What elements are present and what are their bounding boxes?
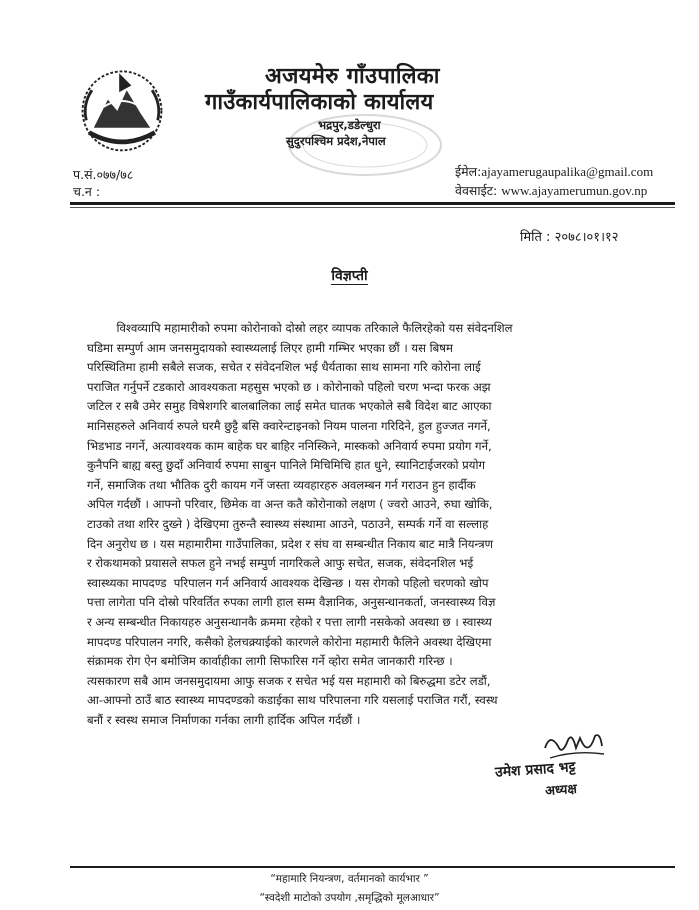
notice-heading [0, 266, 699, 285]
email-link[interactable]: ajayamerugaupalika@gmail.com [481, 164, 654, 179]
office-name: गाउँकार्यपालिकाको कार्यालय [205, 90, 434, 115]
body-line: पराजित गर्नुपर्ने टडकारो आवश्यकता महसुस भएको छ । कोरोनाको पहिलो चरण भन्दा फरक अझ [87, 379, 491, 394]
body-line: मानिसहरुले अनिवार्य रुपले घरमै छुट्टै बसि क्वारेन्टाइनको नियम पालना गरिदिने, हुल हुज्जत नगर्ने, [87, 418, 491, 433]
email-label: ईमेल: [455, 164, 482, 179]
footer-slogan-1: “महामारि नियन्त्रण, वर्तमानको कार्यभार ” [270, 873, 429, 885]
notice-heading-text: विज्ञप्ती [331, 268, 368, 284]
date-value: २०७८।०१।१२ [554, 230, 619, 245]
body-line: विश्वव्यापि महामारीको रुपमा कोरोनाको दोस्रो लहर व्यापक तरिकाले फैलिरहेको यस संवेदनशिल [87, 321, 513, 335]
body-line: दिन अनुरोध छ । यस महामारीमा गाउँपालिका, प्रदेश र संघ वा सम्बन्धीत निकाय बाट मात्रै नियन्त्रण [87, 536, 494, 551]
website-label: वेवसाईट: [455, 183, 498, 198]
body-line: टाउको तथा शरिर दुख्ने ) देखिएमा तुरुन्तै स्वास्थ्य संस्थामा आउने, पठाउने, सम्पर्क गर्ने वा सल्लाह [87, 516, 489, 531]
body-line: मापदण्ड परिपालन नगरि, कसैको हेलचक्र्याईको कारणले कोरोना महामारी फैलिने अवस्था देखिएमा [87, 634, 492, 649]
website-line [455, 182, 647, 199]
date-label: मिति : [520, 230, 555, 245]
ref-label: प.सं. [73, 167, 97, 182]
body-line: परिस्थितिमा हामी सबैले सजक, सचेत र संवेदनशिल भई धैर्यताका साथ सामना गरि कोरोना लाई [87, 360, 481, 375]
body-line: पत्ता लागेता पनि दोस्रो परिवर्तित रुपका लागी हाल सम्म वैज्ञानिक, अनुसन्धानकर्ता, जनस्वास्थ्य विज्ञ [87, 595, 496, 610]
body-line: अपिल गर्दछौं । आफ्नो परिवार, छिमेक वा अन्त कतै कोरोनाको लक्षण ( ज्वरो आउने, रुघा खोकि, [87, 497, 493, 512]
body-line: भिडभाड नगर्ने, अत्यावश्यक काम बाहेक घर बाहिर ननिस्किने, मास्कको अनिवार्य रुपमा प्रयोग गर्ने, [87, 438, 492, 453]
footer-slogan-2: “स्वदेशी माटोको उपयोग ,समृद्धिको मूलआधार” [259, 892, 440, 904]
signer-title: अध्यक्ष [544, 781, 578, 800]
ref-value: ०७७/७८ [96, 167, 134, 182]
header-divider [70, 202, 675, 205]
body-line: संक्रामक रोग ऐन बमोजिम कार्वाहीका लागी सिफारिस गर्ने व्होरा समेत जानकारी गरिन्छ । [87, 654, 453, 669]
body-line: र अन्य सम्बन्धीत निकायहरु अनुसन्धानकै क्रममा रहेको र पत्ता लागी नसकेको अवस्था छ । स्वास्थ्य [87, 614, 492, 629]
date-line [520, 227, 619, 245]
body-line: र रोकथामको प्रयासले सफल हुने नभई सम्पुर्ण नागरिकले आफु सचेत, सजक, संवेदनशिल भई [87, 556, 474, 571]
footer-divider [70, 866, 675, 868]
body-line: स्वास्थ्यका मापदण्ड परिपालन गर्न अनिवार्य आवश्यक देखिन्छ । यस रोगको पहिलो चरणको खोप [87, 575, 489, 590]
header-divider-thin [70, 207, 675, 208]
dispatch-number: च.न : [73, 184, 101, 199]
body-line: आ-आफ्नो ठाउँ बाठ स्वास्थ्य मापदण्डको कडाईका साथ परिपालना गरि यसलाई पराजित गरौं, स्वस्थ [87, 693, 498, 708]
website-link[interactable]: www.ajayamerumun.gov.np [501, 183, 648, 198]
body-line: कुनैपनि बाह्य बस्तु छुदाँ अनिवार्य रुपमा साबुन पानिले मिचिमिचि हात धुने, स्यानिटाईजरको प्रयोग [87, 458, 485, 473]
address-line2: सुदुरपश्चिम प्रदेश,नेपाल [286, 134, 386, 148]
notice-body [87, 319, 660, 730]
address-line1: भद्रपुर,डडेल्धुरा [318, 118, 381, 132]
body-line: त्यसकारण सबै आम जनसमुदायमा आफु सजक र सचेत भई यस महामारी को बिरुद्धमा डटेर लडौं, [87, 673, 491, 688]
nepal-emblem-logo-icon [75, 62, 169, 156]
reference-number [73, 166, 133, 183]
org-name: अजयमेरु गाँउपालिका [265, 64, 440, 89]
body-line: घडिमा सम्पुर्ण आम जनसमुदायको स्वास्थ्यलाई लिएर हामी गम्भिर भएका छौं । यस बिषम [87, 340, 453, 355]
body-line: गर्ने, समाजिक तथा भौतिक दुरी कायम गर्ने जस्ता व्यवहारहरु अवलम्बन गर्न गराउन हुन हार्दीक [87, 477, 476, 492]
signer-name: उमेश प्रसाद भट्ट [494, 759, 576, 781]
email-line [455, 163, 653, 180]
body-line: बनौं र स्वस्थ समाज निर्माणका गर्नका लागी हार्दिक अपिल गर्दछौं । [87, 712, 361, 727]
body-line: जटिल र सबै उमेर समुह विषेशगरि बालबालिका लाई समेत घातक भएकोले सबै विदेश बाट आएका [87, 399, 492, 414]
